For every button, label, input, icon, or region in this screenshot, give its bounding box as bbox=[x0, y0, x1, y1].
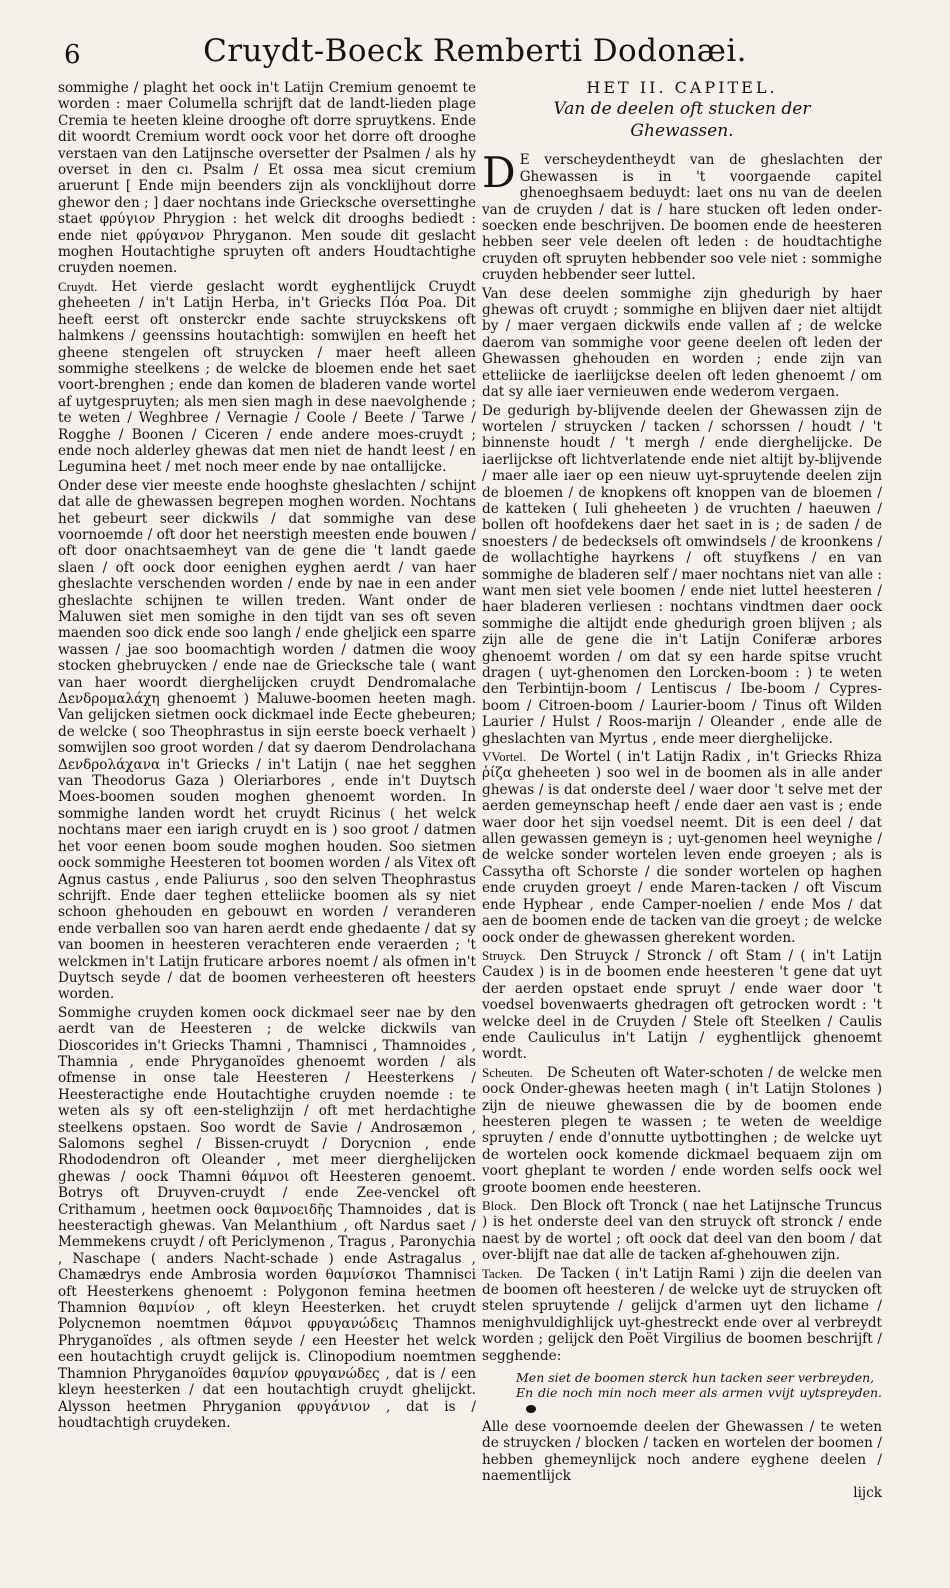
paragraph-text: Van dese deelen sommighe zijn ghedurigh by haer ghewas oft cruydt ; sommighe en blijven daer niet altijdt by / maer vergaen dickwils ende vallen af ; de welcke daerom van sommighe voor geene deelen oft leden der Ghewassen ghehouden en worden ; ende zijn van etteliicke de iaerliijckse deelen oft leden ghenoemt / om dat sy alle iaer vernieuwen ende wederom vergaen. bbox=[482, 285, 882, 401]
paragraph bbox=[58, 1005, 476, 1432]
chapter-title-line: Ghewassen. bbox=[630, 121, 734, 142]
paragraph bbox=[482, 948, 882, 1063]
drop-cap: D bbox=[482, 148, 516, 198]
paragraph bbox=[482, 148, 882, 284]
paragraph-text: De Wortel ( in't Latijn Radix , in't Griecks Rhiza ῥίζα gheheeten ) soo wel in de boomen als in alle ander ghewas / is dat onderste deel / waer door 't selve met der aerden gemeynschap heeft / ende daer aen vast is ; ende waer door het sijn voedsel neemt. Dit is een deel / dat allen gewassen gemeyn is ; uyt-genomen heel weynighe / de welcke sonder wortelen leven ende groeyen ; als is Cassytha oft Schorste / die sonder wortelen op haghen ende cruyden groeyt / ende Maren-tacken / oft Viscum ende Hyphear , ende Camper-noelien / ende Mos / dat aen de boomen ende de tacken van die groeyt ; de welcke oock onder de ghewassen gherekent worden. bbox=[482, 749, 882, 946]
paragraph bbox=[482, 1065, 882, 1196]
paragraph bbox=[482, 1266, 882, 1364]
verse-line: En die noch min noch meer als armen vvijt uytspreyden. bbox=[516, 1385, 882, 1401]
paragraph-text: E verscheydentheydt van de gheslachten der Ghewassen is in 't voorgaende capitel ghenoeghsaem beduydt: laet ons nu van de deelen van de cruyden / dat is / hare stucken oft leden onder-soecken ende beschrijven. De boomen ende de heesteren hebben seer vele deelen oft leden : de houdtachtighe cruyden oft spruyten hebbender soo vele niet : sommighe cruyden hebbender seer luttel. bbox=[482, 152, 882, 284]
margin-label: Block. bbox=[482, 1198, 517, 1213]
paragraph-text: Onder dese vier meeste ende hooghste gheslachten / schijnt dat alle de ghewassen begrepen moghen worden. Nochtans het gebeurt seer dickwils / dat sommighe van dese voornoemde / oft door het neerstigh meesten ende bouwen / oft door onachtsaemheyt van de gene die 't landt gaede slaen / oft oock door eenighen eyghen aerdt / van haer gheslachte verschenden worden / ende by nae in een ander gheslachte schijnen te willen treden. Want onder de Maluwen siet men somighe in den tijdt van ses oft seven maenden soo dick ende soo langh / ende gheljick een sparre wassen / jae soo boomachtigh worden / datmen die wooy stocken ghebruycken / ende nae de Griecksche tale ( want van haer woordt dierghelijcken cruydt Dendromalache Δενδρομαλάχη ghenoemt ) Maluwe-boomen heeten magh. Van gelijcken sietmen oock dickmael inde Eecte ghebeuren; de welcke ( soo Theophrastus in sijn eerste boeck verhaelt ) somwijlen soo groot worden / dat sy daerom Dendrolachana Δενδρολάχανα in't Griecks / in't Latijn ( nae het segghen van Theodorus Gaza ) Oleriarbores , ende in't Duytsch Moes-boomen souden moghen ghenoemt worden. In sommighe landen wordt het cruydt Ricinus ( het welck nochtans maer een iarigh cruydt en is ) soo groot / datmen het voor eenen boom soude moghen houden. Soo sietmen oock sommighe Heesteren tot boomen worden / als Vitex oft Agnus castus , ende Paliurus , soo den selven Theophrastus schrijft. Ende daer teghen etteliicke boomen als sy niet schoon ghehouden en gebouwt en worden / veranderen ende verballen soo van haren aerdt ende ghedaente / dat sy van boomen in heesteren verachteren ende veraerden ; 't welckmen in't Latijn fruticare arbores noemt / als ofmen in't Duytsch seyde / dat de boomen verheesteren oft heesters worden. bbox=[58, 477, 476, 1003]
right-column bbox=[482, 80, 882, 1501]
margin-label: Tacken. bbox=[482, 1265, 523, 1281]
left-column bbox=[58, 80, 476, 1431]
paragraph-text: Den Block oft Tronck ( nae het Latijnsche Truncus ) is het onderste deel van den struyck oft stronck / ende naest by de wortel ; oft oock dat deel van den boom / dat over-blijft nae dat alle de tacken af-ghehouwen zijn. bbox=[482, 1198, 882, 1264]
margin-label: Cruydt. bbox=[58, 278, 98, 294]
paragraph bbox=[58, 478, 476, 1003]
margin-label: VVortel. bbox=[482, 749, 527, 765]
catchword: lijck bbox=[853, 1484, 882, 1501]
paragraph-text: De Scheuten oft Water-schoten / de welcke men oock Onder-ghewas heeten magh ( in't Latijn Stolones ) zijn de nieuwe ghewassen die by de boomen ende heesteren plegen te wassen ; te weten de weeldige spruyten / ende d'onnutte uytbottinghen ; de welcke uyt de wortelen oock komende dickmael bequaem zijn om voort gheplant te worden / ende worden selfs oock wel groote boomen ende heesteren. bbox=[482, 1064, 882, 1196]
paragraph-text: De gedurigh by-blijvende deelen der Ghewassen zijn de wortelen / struycken / tacken / schorssen / houdt / 't binnenste houdt / 't mergh / ende dierghelijcke. De iaerlijckse oft lichtverlatende ende niet altijt by-blijvende / maer alle iaer op een nieuw uyt-spruytende deelen zijn de bloemen / de knopkens oft knoppen van de bloemen / de katteken ( Iuli gheheeten ) de vruchten / haeuwen / bollen oft hoofdekens daer het saet in is ; de saden / de snoesters / de bedecksels oft omwindsels / de kroonkens / de wollachtighe hayrkens / oft stuyfkens / en van sommighe de bladeren self / maer nochtans niet van alle : want men siet vele boomen / ende niet luttel heesteren / haer bladeren verliesen : nochtans vindtmen daer oock sommighe die altijdt ende ghedurigh groen blijven ; als zijn alle de gene die in't Latijn Coniferæ arbores ghenoemt worden / om dat sy een harde spitse vrucht dragen ( uyt-ghenomen den Lorcken-boom : ) te weten den Terbintijn-boom / Lentiscus / Ibe-boom / Cypres-boom / Citroen-boom / Laurier-boom / Tinus oft Wilden Laurier / Hulst / Roos-marijn / Oleander , ende alle de gheslachten van Myrtus , ende meer dierghelijcke. bbox=[482, 402, 882, 747]
paragraph bbox=[58, 279, 476, 476]
paragraph bbox=[482, 1198, 882, 1264]
paragraph bbox=[58, 80, 476, 277]
ink-blot bbox=[526, 1405, 536, 1413]
chapter-title-line: Van de deelen oft stucken der bbox=[553, 99, 811, 120]
paragraph bbox=[482, 403, 882, 748]
paragraph-text: Sommighe cruyden komen oock dickmael seer nae by den aerdt van de Heesteren ; de welcke dickwils van Dioscorides in't Griecks Thamni , Thamnisci , Thamnoides , Thamnia , ende Phryganoïdes ghenoemt worden / als ofmense in onse tale Heesteren / Heesterkens / Heesteractighe ende Houtachtighe cruyden noemde : te weten als sy oft een-stelighzijn / oft met herdachtighe steelkens opstaen. Soo wordt de Savie / Androsæmon , Salomons seghel / Bissen-cruydt / Dorycnion , ende Rhododendron oft Oleander , met meer dierghelijcken ghewas / oock Thamni θάμνοι oft Heesteren genoemt. Botrys oft Druyven-cruydt / ende Zee-venckel oft Crithamum , heetmen oock θαμνοειδῆς Thamnoides , dat is heesteractigh ghewas. Van Melanthium , oft Nardus saet / Memmekens cruydt / oft Periclymenon , Tragus , Paronychia , Naschape ( anders Nacht-schade ) ende Astragalus , Chamædrys ende Ambrosia worden θαμνίσκοι Thamnisci oft Heesterkens ghenoemt : Polygonon femina heetmen Thamnion θαμνίον , oft kleyn Heesterken. het cruydt Polycnemon noemtmen θάμνοι φρυγανώδεις Thamnos Phryganoïdes , als oftmen seyde / een Heester het welck een houtachtigh cruydt gelijck is. Clinopodium noemtmen Thamnion Phryganoïdes θαμνίον φρυγανώδες , dat is / een kleyn heesterken / dat een houtachtigh cruydt ghelijckt. Alysson heetmen Phryganion φρυγάνιον , dat is / houdtachtigh cruydeken. bbox=[58, 1004, 476, 1431]
paragraph-text: sommighe / plaght het oock in't Latijn Cremium genoemt te worden : maer Columella schrijft dat de landt-lieden plage Cremia te heeten kleine drooghe oft dorre spruytkens. Ende dit woordt Cremium wordt oock voor het dorre oft drooghe verstaen van den Latijnsche oversetter der Psalmen / als hy overset in den cı. Psalm / Et ossa mea sicut cremium aruerunt [ Ende mijn beenders zijn als voncklijhout dorre ghewor den ; ] daer nochtans inde Griecksche oversettinghe staet φρύγιον Phrygion : het welck dit drooghs bediedt : ende niet φρύγανον Phryganon. Men soude dit geslacht moghen Houtachtighe spruyten oft anders Houdtachtighe cruyden noemen. bbox=[58, 80, 476, 277]
page-number: 6 bbox=[64, 40, 81, 70]
chapter-heading: HET II. CAPITEL. bbox=[586, 78, 778, 97]
paragraph bbox=[482, 749, 882, 946]
verse-quote bbox=[516, 1370, 882, 1415]
margin-label: Scheuten. bbox=[482, 1064, 533, 1080]
paragraph-text: Alle dese voornoemde deelen der Ghewassen / te weten de struycken / blocken / tacken en wortelen der boomen / hebben ghemeynlijck noch andere eyghene deelen / naementlijck bbox=[482, 1419, 882, 1485]
paragraph-text: Het vierde geslacht wordt eyghentlijck Cruydt gheheeten / in't Latijn Herba, in't Griecks Πόα Poa. Dit heeft eerst oft onsterckr ende sachte struyckskens oft halmkens / geenssins houtachtigh: somwijlen en heeft het gheene stengelen oft struycken / maer heeft alleen sommighe steelkens ; de welcke de bloemen ende het saet voort-brenghen ; ende dan komen de bladeren vande wortel af uytgespruyten; als men sien magh in dese naevolghende ; te weten / Weghbree / Vernagie / Coole / Beete / Tarwe / Rogghe / Boonen / Ciceren / ende andere moes-cruydt ; ende noch alderley ghewas dat men niet de handt leest / en Legumina heet / met noch meer ende by nae ontallijcke. bbox=[58, 278, 476, 476]
chapter-title bbox=[482, 98, 882, 142]
paragraph-text: Den Struyck / Stronck / oft Stam / ( in't Latijn Caudex ) is in de boomen ende heesteren 't gene dat uyt der aerden opstaet ende spruyt / ende waer door 't voedsel bovenwaerts ghedragen oft getrocken wordt : 't welcke deel in de Cruyden / Stele oft Steelken / Caulis ende Cauliculus in't Latijn / eyghentlijck ghenoemt wordt. bbox=[482, 947, 882, 1063]
margin-label: Struyck. bbox=[482, 947, 526, 963]
verse-line: Men siet de boomen sterck hun tacken seer verbreyden, bbox=[516, 1370, 875, 1386]
running-head: Cruydt-Boeck Remberti Dodonæi. bbox=[203, 33, 747, 69]
paragraph bbox=[482, 286, 882, 401]
paragraph bbox=[482, 1419, 882, 1485]
paragraph-text: De Tacken ( in't Latijn Rami ) zijn die deelen van de boomen oft heesteren / de welcke uyt de struycken oft stelen spruytende / gelijck d'armen uyt den lichame / menighvuldighlijck uyt-ghestreckt ende over al verbreydt worden ; gelijck den Poët Virgilius de boomen beschrijft / segghende: bbox=[482, 1265, 882, 1364]
